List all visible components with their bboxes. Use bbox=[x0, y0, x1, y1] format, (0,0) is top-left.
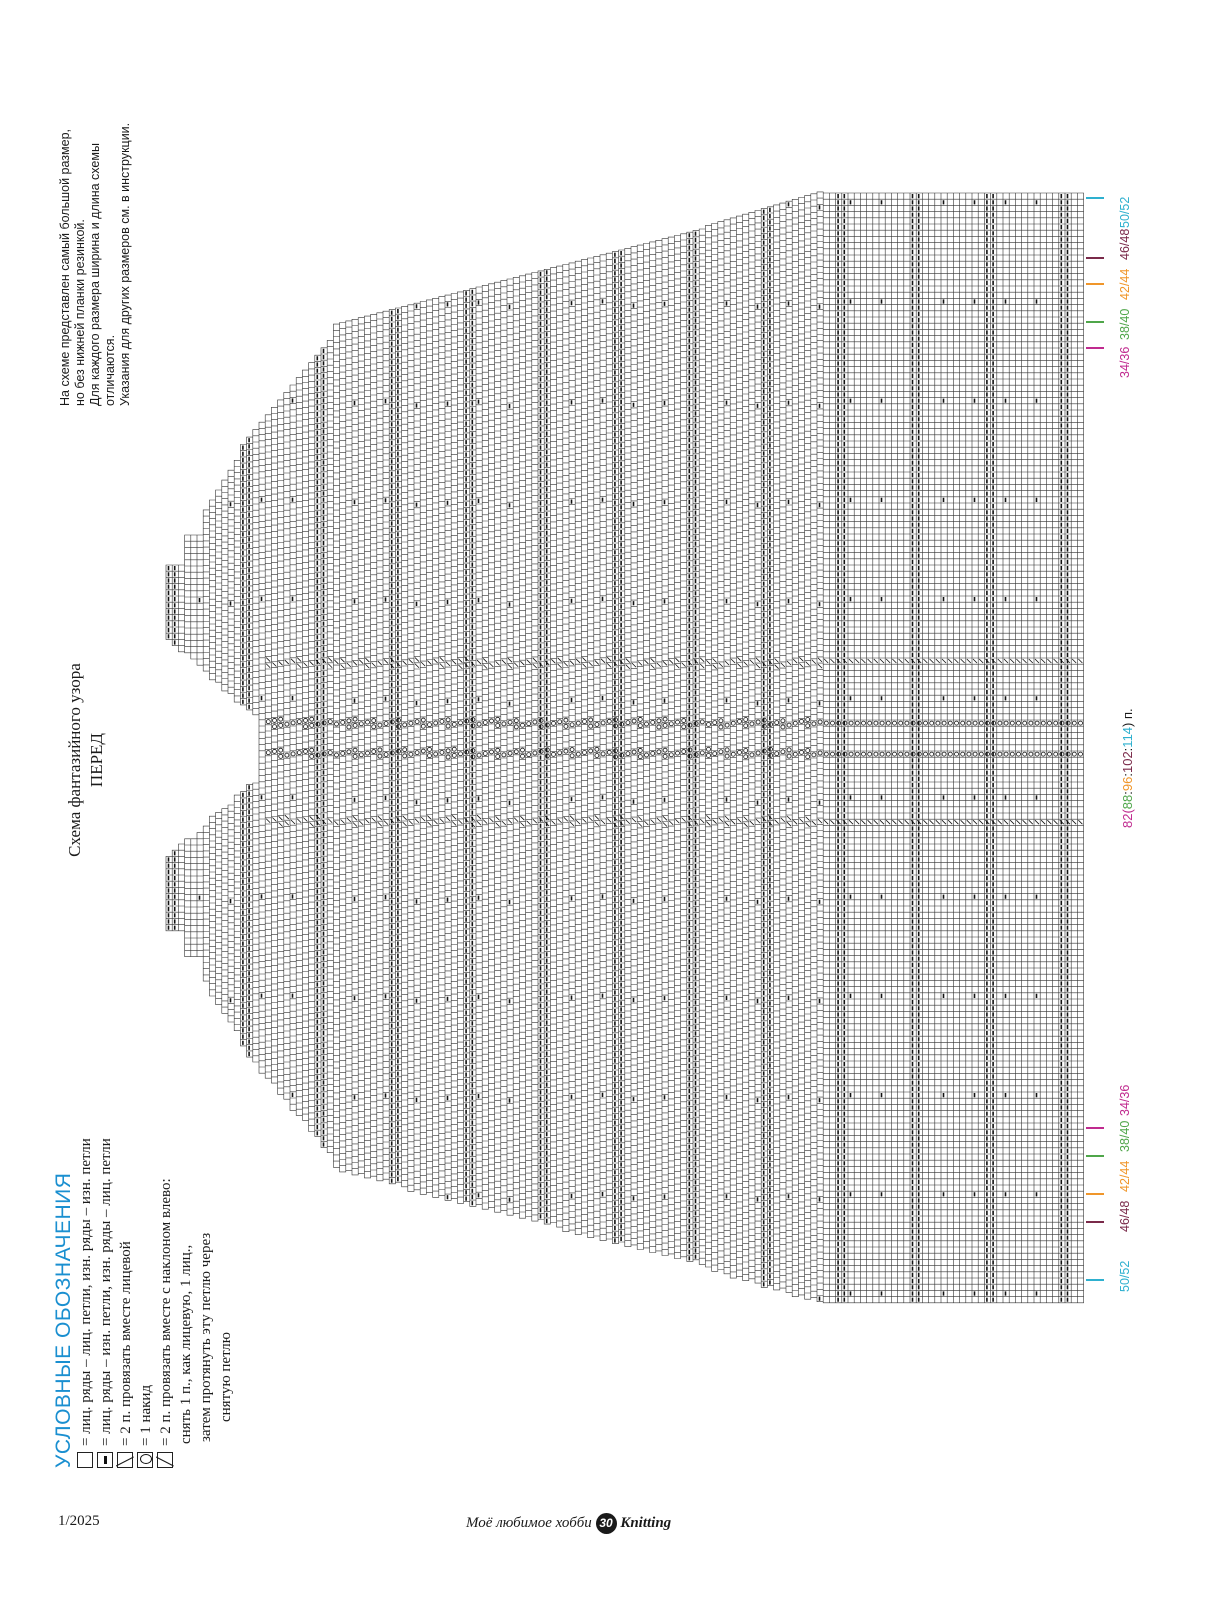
stitch-count bbox=[1120, 708, 1135, 828]
size-label-top: 38/40 bbox=[1118, 308, 1132, 340]
stitch-count-part: : bbox=[1120, 791, 1135, 795]
note-line: Для каждого размера ширина и длина схемы bbox=[88, 143, 102, 406]
k2tog-square-icon bbox=[117, 1452, 133, 1468]
legend-text: снятую петлю bbox=[218, 1332, 234, 1422]
chart-title-line1: Схема фантазийного узора bbox=[65, 663, 84, 857]
stitch-count-part: 88 bbox=[1120, 794, 1135, 810]
stitch-count-part: ) п. bbox=[1120, 708, 1135, 727]
legend-text: снять 1 п., как лицевую, 1 лиц., bbox=[178, 1244, 194, 1444]
legend-text: затем протянуть эту петлю через bbox=[198, 1232, 214, 1442]
stitch-count-part: 102 bbox=[1120, 751, 1135, 774]
size-label-bottom: 42/44 bbox=[1118, 1160, 1132, 1192]
stitch-count-part: 114 bbox=[1120, 726, 1135, 748]
legend-text: = 2 п. провязать вместе с наклоном влево: bbox=[158, 1178, 174, 1446]
page-number: 30 bbox=[596, 1513, 617, 1534]
bar-square-icon bbox=[97, 1452, 113, 1468]
legend-text: = 1 накид bbox=[138, 1384, 154, 1446]
size-label-bottom: 38/40 bbox=[1118, 1120, 1132, 1152]
stitch-count-part: 82( bbox=[1120, 809, 1135, 828]
stitch-count-part: 96 bbox=[1120, 776, 1135, 792]
legend-title: УСЛОВНЫЕ ОБОЗНАЧЕНИЯ bbox=[52, 1172, 75, 1468]
note-line: но без нижней планки резинкой. bbox=[73, 219, 87, 406]
legend-item-ssk-continuation bbox=[176, 1168, 236, 1468]
size-label-top: 42/44 bbox=[1118, 268, 1132, 300]
stitch-count-part: : bbox=[1120, 747, 1135, 752]
stitch-count-part: : bbox=[1120, 773, 1135, 777]
note-line: На схеме представлен самый большой размер, bbox=[58, 128, 72, 406]
legend-item-knit bbox=[76, 1138, 96, 1468]
ssk-square-icon bbox=[157, 1452, 173, 1468]
legend-item-ssk bbox=[156, 1168, 176, 1468]
footer-issue: 1/2025 bbox=[58, 1513, 100, 1529]
size-label-bottom: 46/48 bbox=[1118, 1200, 1132, 1232]
note-line: отличаются. bbox=[103, 334, 117, 406]
legend-text: = 2 п. провязать вместе лицевой bbox=[118, 1241, 134, 1446]
footer-brand bbox=[466, 1513, 671, 1534]
legend bbox=[52, 1138, 236, 1468]
size-label-bottom: 50/52 bbox=[1118, 1260, 1132, 1292]
size-label-top: 46/48 bbox=[1118, 228, 1132, 260]
chart-title bbox=[64, 648, 108, 872]
legend-text: = лиц. ряды – лиц. петли, изн. ряды – изн. петли bbox=[78, 1138, 94, 1446]
legend-text: = лиц. ряды – изн. петли, изн. ряды – лиц. петли bbox=[98, 1138, 114, 1446]
legend-item-k2tog bbox=[116, 1168, 136, 1468]
empty-square-icon bbox=[77, 1452, 93, 1468]
size-label-top: 50/52 bbox=[1118, 196, 1132, 228]
chart-grid bbox=[166, 192, 1084, 1303]
legend-item-yarn-over bbox=[136, 1168, 156, 1468]
note-line: Указания для других размеров см. в инструкции. bbox=[118, 122, 132, 406]
chart-title-line2: ПЕРЕД bbox=[87, 732, 106, 788]
section-name: Knitting bbox=[620, 1514, 672, 1531]
size-label-top: 34/36 bbox=[1118, 346, 1132, 378]
legend-item-purl bbox=[96, 1138, 116, 1468]
yarn-over-square-icon bbox=[137, 1452, 153, 1468]
chart-note bbox=[58, 86, 133, 406]
size-label-bottom: 34/36 bbox=[1118, 1084, 1132, 1116]
magazine-name: Моё любимое хобби bbox=[466, 1514, 592, 1531]
grid-cells bbox=[166, 192, 1084, 1303]
